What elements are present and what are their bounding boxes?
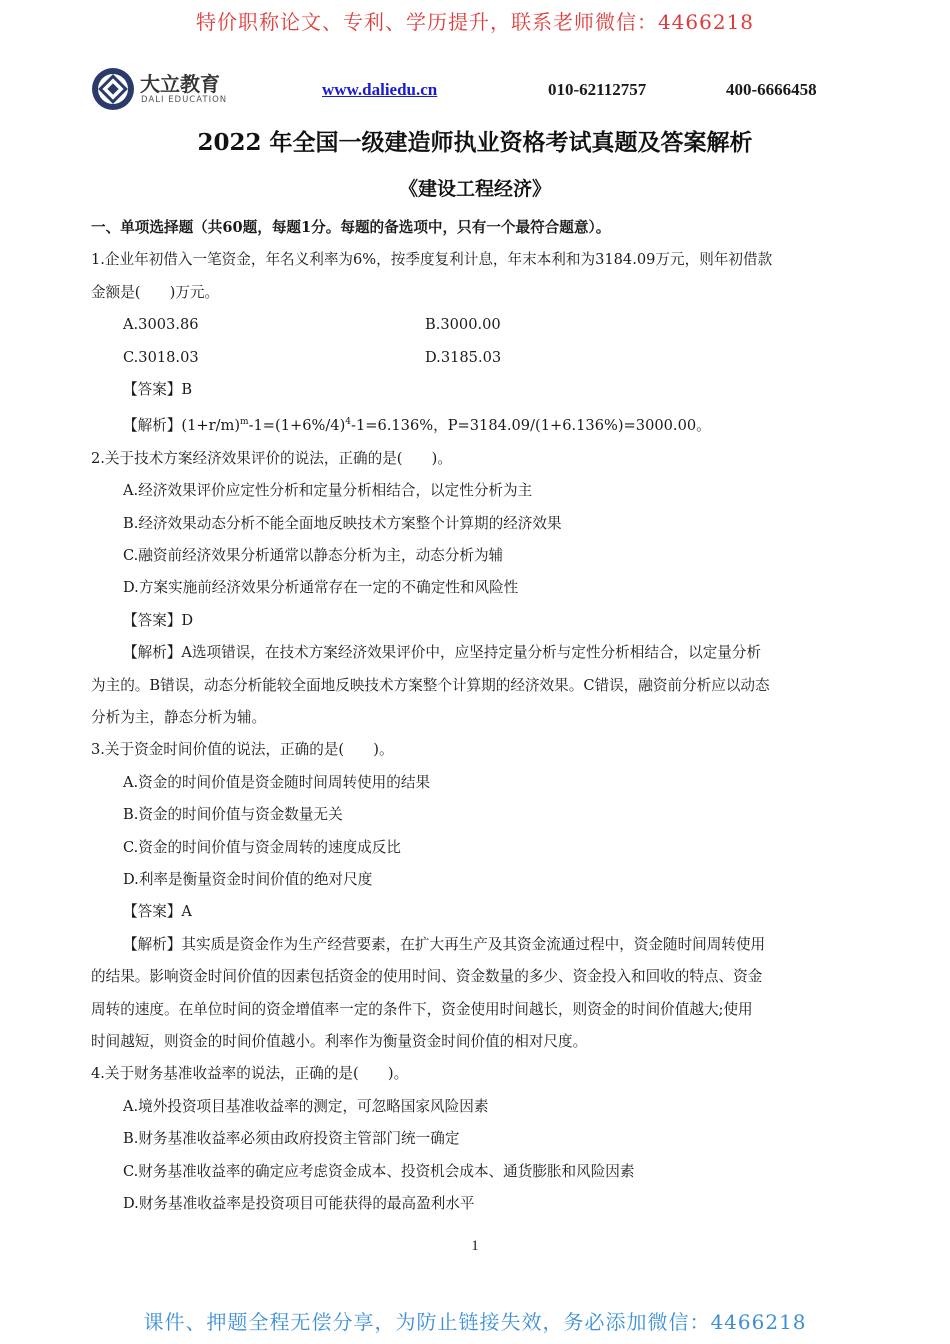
option-a: A.经济效果评价应定性分析和定量分析相结合，以定性分析为主: [123, 482, 533, 500]
option-d: D.财务基准收益率是投资项目可能获得的最高盈利水平: [123, 1195, 475, 1213]
option-c: C.财务基准收益率的确定应考虑资金成本、投资机会成本、通货膨胀和风险因素: [123, 1162, 635, 1180]
document-title: 2022 年全国一级建造师执业资格考试真题及答案解析: [197, 129, 753, 156]
question-stem: 3.关于资金时间价值的说法，正确的是( )。: [91, 741, 394, 759]
option-c: C.3018.03: [123, 348, 199, 366]
option-row: [91, 309, 863, 341]
analysis-line: 【解析】A选项错误，在技术方案经济效果评价中，应坚持定量分析与定性分析相结合，以定量分析: [123, 644, 762, 662]
page-number: 1: [471, 1238, 479, 1254]
phone-number-2: 400-6666458: [726, 80, 817, 99]
phone-number-1: 010-62112757: [548, 80, 647, 99]
option-b: B.3000.00: [425, 316, 501, 334]
analysis-line: 的结果。影响资金时间价值的因素包括资金的使用时间、资金数量的多少、资金投入和回收的特点、资金: [91, 968, 763, 986]
option-c: C.融资前经济效果分析通常以静态分析为主，动态分析为辅: [123, 546, 504, 564]
analysis-formula-part: -1=(1+6%/4): [248, 417, 346, 435]
question-stem: 金额是( )万元。: [91, 283, 220, 301]
analysis-line: 分析为主，静态分析为辅。: [91, 708, 267, 726]
option-b: B.资金的时间价值与资金数量无关: [123, 806, 343, 824]
question-3: [91, 734, 863, 1058]
option-row: [91, 342, 863, 374]
answer: 【答案】D: [123, 611, 194, 629]
question-stem: 4.关于财务基准收益率的说法，正确的是( )。: [91, 1065, 409, 1083]
logo-subtitle: DALI EDUCATION: [141, 95, 228, 105]
website-link[interactable]: www.daliedu.cn: [322, 80, 438, 99]
question-stem: 2.关于技术方案经济效果评价的说法，正确的是( )。: [91, 449, 452, 467]
option-b: B.财务基准收益率必须由政府投资主管部门统一确定: [123, 1130, 460, 1148]
section-heading: 一、单项选择题（共60题，每题1分。每题的备选项中，只有一个最符合题意）。: [91, 219, 611, 236]
analysis-formula-part: -1=6.136%，P=3184.09/(1+6.136%)=3000.00。: [351, 417, 711, 435]
option-d: D.方案实施前经济效果分析通常存在一定的不确定性和风险性: [123, 579, 519, 597]
analysis-line: 周转的速度。在单位时间的资金增值率一定的条件下，资金使用时间越长，则资金的时间价值越大;使用: [91, 1000, 753, 1018]
analysis-line: 时间越短，则资金的时间价值越小。利率作为衡量资金时间价值的相对尺度。: [91, 1033, 588, 1051]
analysis-exponent: m: [240, 417, 249, 428]
brand-logo: [90, 66, 250, 112]
answer: 【答案】B: [123, 381, 193, 399]
top-promo-banner: 特价职称论文、专利、学历提升，联系老师微信：4466218: [195, 10, 755, 34]
question-stem: 1.企业年初借入一笔资金，年名义利率为6%，按季度复利计息，年末本利和为3184.09万元，则年初借款: [91, 251, 773, 269]
document-body: [91, 212, 863, 1220]
option-b: B.经济效果动态分析不能全面地反映技术方案整个计算期的经济效果: [123, 514, 562, 532]
question-2: [91, 443, 863, 735]
option-a: A.境外投资项目基准收益率的测定，可忽略国家风险因素: [123, 1097, 489, 1115]
logo-name: 大立教育: [140, 72, 220, 96]
answer: 【答案】A: [123, 903, 192, 921]
option-d: D.3185.03: [425, 348, 502, 366]
analysis-formula-part: (1+r/m): [181, 417, 241, 435]
option-a: A.3003.86: [123, 316, 199, 334]
question-4: [91, 1058, 863, 1220]
option-d: D.利率是衡量资金时间价值的绝对尺度: [123, 870, 373, 888]
option-c: C.资金的时间价值与资金周转的速度成反比: [123, 838, 401, 856]
analysis: [91, 406, 863, 442]
analysis-exponent: 4: [345, 417, 352, 428]
logo-emblem-icon: [90, 66, 136, 112]
analysis-line: 【解析】其实质是资金作为生产经营要素，在扩大再生产及其资金流通过程中，资金随时间周转使用: [123, 935, 766, 953]
option-a: A.资金的时间价值是资金随时间周转使用的结果: [123, 773, 431, 791]
analysis-label: 【解析】: [123, 417, 182, 435]
document-header: [90, 66, 860, 112]
analysis-line: 为主的。B错误，动态分析能较全面地反映技术方案整个计算期的经济效果。C错误，融资前分析应以动态: [91, 676, 770, 694]
bottom-promo-banner: 课件、押题全程无偿分享，为防止链接失效，务必添加微信：4466218: [143, 1310, 807, 1334]
question-1: [91, 244, 863, 442]
document-subtitle: 《建设工程经济》: [398, 178, 551, 200]
